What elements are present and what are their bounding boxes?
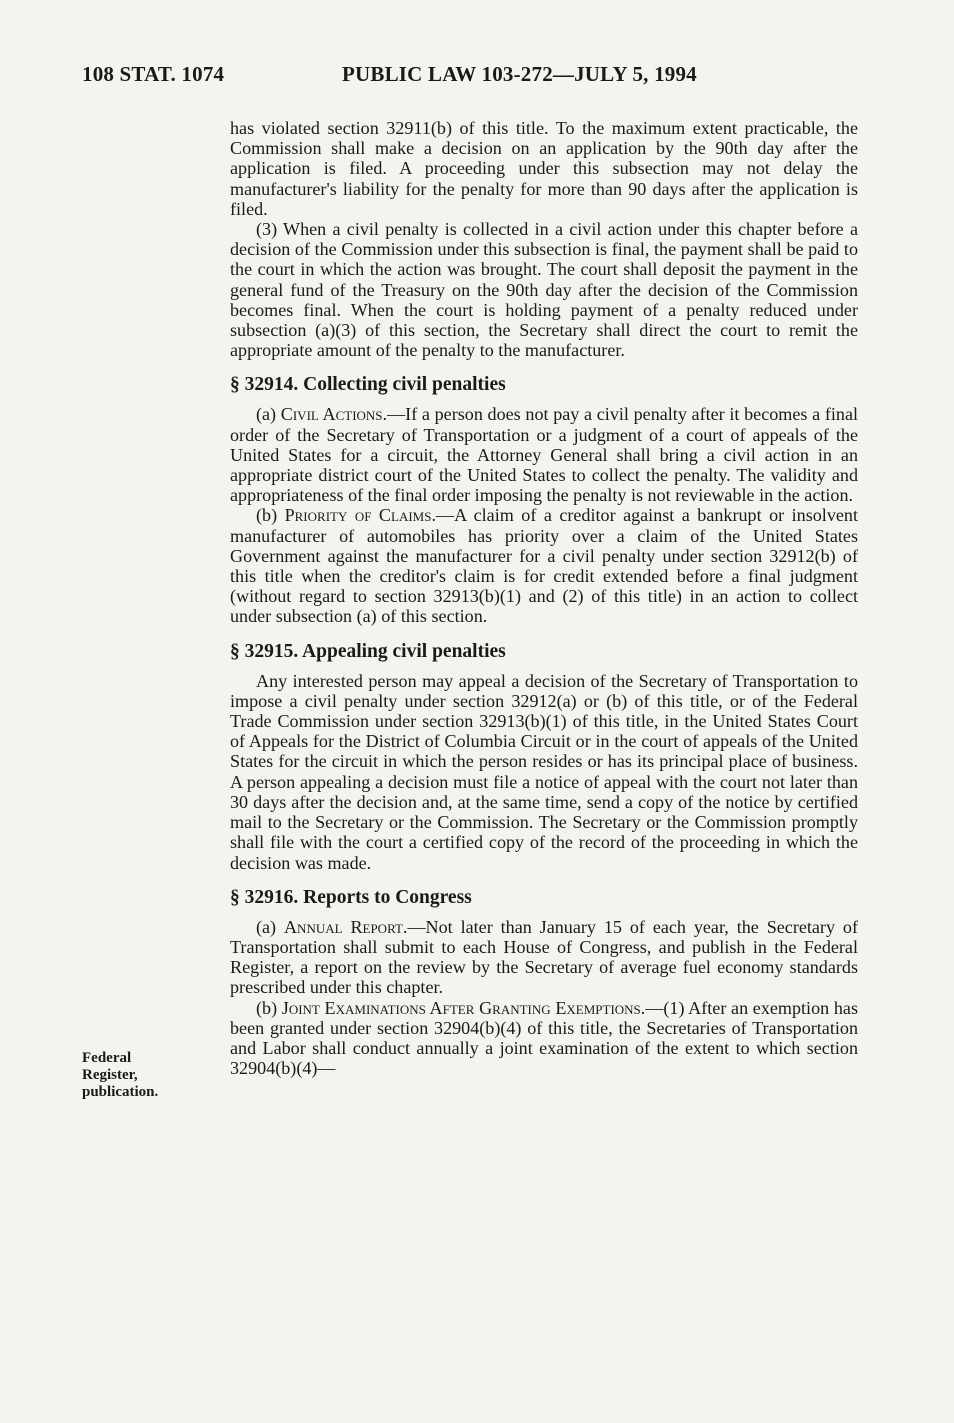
subsection-label: (a): [256, 916, 284, 937]
margin-note-line: publication.: [82, 1084, 159, 1100]
section-32916-heading: § 32916. Reports to Congress: [230, 886, 472, 908]
subsection-caption: Civil Actions.: [280, 404, 388, 425]
subsection-caption: Joint Examinations After Granting Exemptions.: [281, 997, 646, 1018]
subsection-caption: Priority of Claims.: [284, 505, 436, 526]
subsection-label: (b): [256, 505, 285, 526]
section-32915-text: Any interested person may appeal a decision of the Secretary of Transportation to impose a civil penalty under section 32912(a) or (b) of this title, or of the Federal Trade Commission under section 32913(b)(1) of this title, in the United States Court of Appeals for the District of Columbia Circuit or in the court of appeals of the United States for the circuit in which the person resides or has its principal place of business. A person appealing a decision must file a notice of appeal with the court not later than 30 days after the decision and, at the same time, send a copy of the notice by certified mail to the Secretary or the Commission. The Secretary or the Commission promptly shall file with the court a certified copy of the record of the proceeding in which the decision was made.: [230, 670, 858, 873]
subsection-text: —(1) After an exemption has been granted under section 32904(b)(4) of this title, the Secretaries of Transportation and Labor shall conduct annually a joint examination of the extent to which section 32904(b)(4)—: [230, 997, 858, 1079]
section-32915-heading: § 32915. Appealing civil penalties: [230, 640, 506, 662]
section-32916-a: [230, 917, 858, 998]
page-header: [82, 62, 894, 92]
section-32914-a: [230, 404, 858, 505]
section-32914-heading: § 32914. Collecting civil penalties: [230, 374, 506, 396]
subsection-caption: Annual Report.: [283, 916, 408, 937]
margin-note-line: Federal: [82, 1050, 132, 1066]
section-32916-b: [230, 998, 858, 1079]
public-law-title: PUBLIC LAW 103-272—JULY 5, 1994: [342, 62, 697, 86]
subsection-text: —If a person does not pay a civil penalty after it becomes a final order of the Secretary of Transportation or a judgment of a court of appeals of the United States for a circuit, the Attorney General shall bring a civil action in an appropriate district court of the United States to collect the penalty. The validity and appropriateness of the final order imposing the penalty is not reviewable in the action.: [230, 404, 859, 506]
subsection-label: (a): [256, 404, 281, 425]
subsection-label: (b): [256, 997, 282, 1018]
margin-note: [82, 1050, 197, 1101]
subsection-text: —Not later than January 15 of each year, the Secretary of Transportation shall submit to each House of Congress, and publish in the Federal Register, a report on the review by the Secretary of average fuel economy standards prescribed under this chapter.: [230, 916, 858, 998]
subsection-text: —A claim of a creditor against a bankrupt or insolvent manufacturer of automobiles has priority over a claim of the United States Government against the manufacturer for a civil penalty under section 32912(b) of this title when the creditor's claim is for credit extended before a final judgment (without regard to section 32913(b)(1) and (2) of this title) in an action to collect under subsection (a) of this section.: [230, 505, 858, 627]
section-32914-b: [230, 505, 858, 626]
stat-page-number: 108 STAT. 1074: [82, 62, 225, 86]
subsection-3-paragraph: (3) When a civil penalty is collected in a civil action under this chapter before a decision of the Commission under this subsection is final, the payment shall be paid to the court in which the action was brought. The court shall deposit the payment in the general fund of the Treasury on the 90th day after the decision of the Commission becomes final. When the court is holding payment of a penalty reduced under subsection (a)(3) of this section, the Secretary shall direct the court to remit the appropriate amount of the penalty to the manufacturer.: [230, 219, 858, 361]
margin-note-line: Register,: [82, 1067, 138, 1083]
continuation-paragraph: has violated section 32911(b) of this title. To the maximum extent practicable, the Commission shall make a decision on an application by the 90th day after the application is filed. A proceeding under this subsection may not delay the manufacturer's liability for the penalty for more than 90 days after the application is filed.: [230, 118, 858, 219]
page-body: [230, 118, 858, 1078]
